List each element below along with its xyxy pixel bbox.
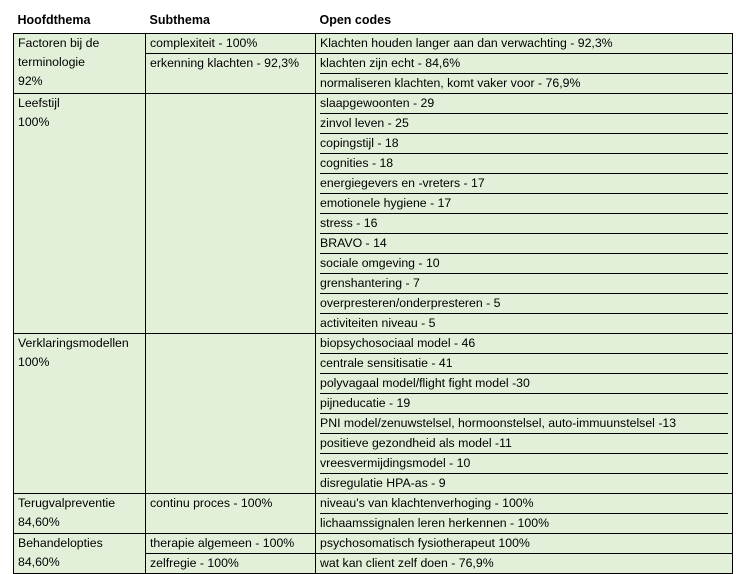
open-code-item: zinvol leven - 25 bbox=[320, 113, 728, 133]
open-codes-cell bbox=[316, 534, 733, 554]
subthema-cell bbox=[146, 34, 316, 54]
table-row bbox=[14, 94, 733, 334]
open-codes-cell bbox=[316, 334, 733, 494]
hoofdthema-text: 84,60% bbox=[18, 515, 60, 529]
open-code-item: cognities - 18 bbox=[320, 153, 728, 173]
open-code-item: grenshantering - 7 bbox=[320, 273, 728, 293]
open-codes-cell bbox=[316, 554, 733, 574]
subthema-text: zelfregie - 100% bbox=[150, 556, 239, 570]
table-row bbox=[14, 334, 733, 494]
open-codes-cell bbox=[316, 494, 733, 534]
hoofdthema-text: 84,60% bbox=[18, 555, 60, 569]
subthema-text: continu proces - 100% bbox=[150, 496, 273, 510]
open-code-item: vreesvermijdingsmodel - 10 bbox=[320, 453, 728, 473]
open-code-item: disregulatie HPA-as - 9 bbox=[320, 473, 728, 493]
open-code-item: polyvagaal model/flight fight model -30 bbox=[320, 373, 728, 393]
table-row bbox=[14, 534, 733, 554]
subthema-cell bbox=[146, 334, 316, 494]
subthema-text bbox=[150, 94, 311, 113]
open-code-item: klachten zijn echt - 84,6% bbox=[320, 56, 461, 70]
themes-table bbox=[13, 10, 733, 574]
open-code-item: lichaamssignalen leren herkennen - 100% bbox=[320, 513, 728, 533]
table-body bbox=[14, 34, 733, 574]
hoofdthema-text: Factoren bij de bbox=[18, 36, 100, 50]
open-code-item: overpresteren/onderpresteren - 5 bbox=[320, 293, 728, 313]
subthema-cell bbox=[146, 554, 316, 574]
open-code-item: PNI model/zenuwstelsel, hormoonstelsel, auto-immuunstelsel -13 bbox=[320, 413, 728, 433]
open-code-item: positieve gezondheid als model -11 bbox=[320, 433, 728, 453]
hoofdthema-text: Verklaringsmodellen bbox=[18, 336, 129, 350]
table-row bbox=[14, 494, 733, 534]
header-subthema: Subthema bbox=[146, 10, 316, 34]
open-codes-cell bbox=[316, 34, 733, 54]
open-code-item: niveau's van klachtenverhoging - 100% bbox=[320, 496, 534, 510]
hoofdthema-cell bbox=[14, 334, 146, 494]
hoofdthema-text: terminologie bbox=[18, 55, 85, 69]
hoofdthema-cell bbox=[14, 94, 146, 334]
subthema-text: complexiteit - 100% bbox=[150, 36, 258, 50]
subthema-cell bbox=[146, 54, 316, 94]
open-code-item: psychosomatisch fysiotherapeut 100% bbox=[320, 536, 530, 550]
open-code-item: emotionele hygiene - 17 bbox=[320, 193, 728, 213]
hoofdthema-text: Terugvalpreventie bbox=[18, 496, 116, 510]
open-code-item: copingstijl - 18 bbox=[320, 133, 728, 153]
open-code-item: sociale omgeving - 10 bbox=[320, 253, 728, 273]
hoofdthema-text: Leefstijl bbox=[18, 96, 60, 110]
subthema-cell bbox=[146, 494, 316, 534]
open-code-item: activiteiten niveau - 5 bbox=[320, 313, 728, 333]
subthema-cell bbox=[146, 94, 316, 334]
open-codes-cell bbox=[316, 54, 733, 94]
subthema-text: erkenning klachten - 92,3% bbox=[150, 56, 300, 70]
open-code-item: energiegevers en -vreters - 17 bbox=[320, 173, 728, 193]
open-code-item: slaapgewoonten - 29 bbox=[320, 96, 435, 110]
header-hoofdthema: Hoofdthema bbox=[14, 10, 146, 34]
hoofdthema-text: 100% bbox=[18, 115, 50, 129]
open-code-item: centrale sensitisatie - 41 bbox=[320, 353, 728, 373]
subthema-text: therapie algemeen - 100% bbox=[150, 536, 295, 550]
open-code-item: Klachten houden langer aan dan verwachting - 92,3% bbox=[320, 36, 613, 50]
open-code-item: biopsychosociaal model - 46 bbox=[320, 336, 476, 350]
hoofdthema-text: 100% bbox=[18, 355, 50, 369]
hoofdthema-cell bbox=[14, 494, 146, 534]
header-row bbox=[14, 10, 733, 34]
open-code-item: BRAVO - 14 bbox=[320, 233, 728, 253]
open-code-item: stress - 16 bbox=[320, 213, 728, 233]
header-open-codes: Open codes bbox=[316, 10, 733, 34]
hoofdthema-cell bbox=[14, 34, 146, 94]
subthema-cell bbox=[146, 534, 316, 554]
open-codes-cell bbox=[316, 94, 733, 334]
table-row bbox=[14, 34, 733, 54]
open-code-item: wat kan client zelf doen - 76,9% bbox=[320, 556, 494, 570]
open-code-item: normaliseren klachten, komt vaker voor - 76,9% bbox=[320, 73, 728, 93]
open-code-item: pijneducatie - 19 bbox=[320, 393, 728, 413]
hoofdthema-text: 92% bbox=[18, 74, 43, 88]
hoofdthema-text: Behandelopties bbox=[18, 536, 103, 550]
subthema-text bbox=[150, 334, 311, 353]
